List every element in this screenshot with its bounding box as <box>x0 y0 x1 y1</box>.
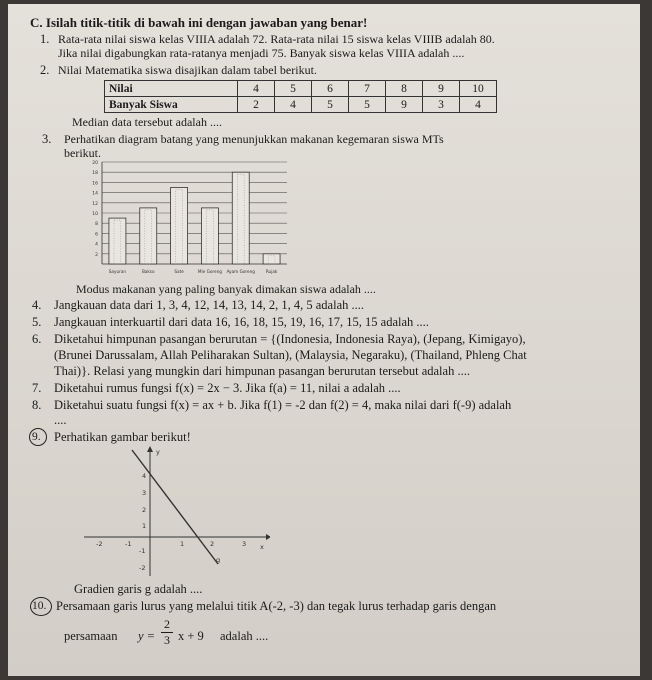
y-tick-label: 4 <box>95 242 98 248</box>
q3-after: Modus makanan yang paling banyak dimakan siswa adalah .... <box>76 282 376 296</box>
x-tick-label: Bakso <box>141 269 155 274</box>
x-tick-label: Rujak <box>265 269 278 274</box>
y-tick-label: 16 <box>92 181 98 187</box>
x-tick-label: Ayam Goreng <box>226 269 255 274</box>
q3-number: 3. <box>42 132 52 146</box>
y-tick-label: 12 <box>92 201 98 207</box>
q1-number: 1. <box>40 32 50 46</box>
line-g-label: g <box>216 556 221 564</box>
q8-line1: Diketahui suatu fungsi f(x) = ax + b. Jika f(1) = -2 dan f(2) = 4, maka nilai dari f(-9) adalah <box>54 398 512 412</box>
q10-tail: adalah .... <box>220 629 269 643</box>
q10-eq-y: y = <box>138 629 156 643</box>
y-tick: -1 <box>139 547 146 555</box>
bar <box>263 254 280 264</box>
table-cell: 8 <box>386 81 423 97</box>
q2-text: Nilai Matematika siswa disajikan dalam tabel berikut. <box>58 63 317 77</box>
q9-text: Perhatikan gambar berikut! <box>54 430 191 444</box>
y-tick-label: 2 <box>95 252 98 258</box>
q9-after: Gradien garis g adalah .... <box>74 582 203 596</box>
q6-line3: Thai)}. Relasi yang mungkin dari himpunan pasangan berurutan tersebut adalah .... <box>54 364 470 378</box>
q1-line2: Jika nilai digabungkan rata-ratanya menjadi 75. Banyak siswa kelas VIIIA adalah .... <box>58 46 465 60</box>
q3-line1: Perhatikan diagram batang yang menunjukkan makanan kegemaran siswa MTs <box>64 132 444 146</box>
q5-text: Jangkauan interkuartil dari data 16, 16, 18, 15, 19, 16, 17, 15, 15 adalah .... <box>54 315 429 329</box>
x-axis-arrow <box>266 534 270 540</box>
y-tick-label: 6 <box>95 232 98 238</box>
table-cell: 3 <box>423 97 460 113</box>
q2-data-table <box>104 80 497 113</box>
food-bar-chart <box>82 158 292 280</box>
line-graph <box>80 446 270 580</box>
q8-number: 8. <box>32 398 42 412</box>
q10-fraction <box>161 617 173 648</box>
table-row-nilai <box>105 81 497 97</box>
x-tick-label: Mie Goreng <box>197 269 222 274</box>
y-tick: 2 <box>142 506 147 514</box>
fraction-numerator: 2 <box>164 617 170 631</box>
q6-line2: (Brunei Darussalam, Allah Peliharakan Sultan), (Malaysia, Negaraku), (Thailand, Phleng Chat <box>54 348 527 362</box>
q9-number: 9. <box>32 431 41 443</box>
q1-line1: Rata-rata nilai siswa kelas VIIIA adalah 72. Rata-rata nilai 15 siswa kelas VIIIB adalah 80. <box>58 32 495 46</box>
y-tick-label: 10 <box>92 212 98 217</box>
bar <box>232 172 249 264</box>
bar <box>109 218 126 264</box>
table-cell: 9 <box>423 81 460 97</box>
x-tick-label: Sayuran <box>108 269 127 274</box>
q10-number: 10. <box>32 600 47 612</box>
y-axis-arrow <box>147 446 153 452</box>
x-tick: 2 <box>210 540 215 548</box>
q7-number: 7. <box>32 381 42 395</box>
bar <box>140 208 157 264</box>
table-cell: 5 <box>312 97 349 113</box>
x-tick: -1 <box>125 540 132 548</box>
q4-number: 4. <box>32 298 42 312</box>
table-cell: 6 <box>312 81 349 97</box>
q8-line2: .... <box>54 413 67 427</box>
q5-number: 5. <box>32 315 42 329</box>
table-cell: 7 <box>349 81 386 97</box>
table-cell: 9 <box>386 97 423 113</box>
y-tick: -2 <box>139 564 146 572</box>
table-cell: 10 <box>460 81 497 97</box>
y-tick-label: 18 <box>92 171 98 177</box>
x-tick: 3 <box>242 540 247 548</box>
q10-eq-rest: x + 9 <box>178 629 204 643</box>
q2-after: Median data tersebut adalah .... <box>72 115 222 129</box>
table-cell: 4 <box>238 81 275 97</box>
q10-line1: Persamaan garis lurus yang melalui titik A(-2, -3) dan tegak lurus terhadap garis dengan <box>56 599 497 613</box>
bar <box>171 188 188 265</box>
table-header-nilai: Nilai <box>105 81 238 97</box>
x-tick-label: Sate <box>174 269 184 274</box>
x-axis-label: x <box>260 543 264 551</box>
table-cell: 5 <box>275 81 312 97</box>
y-tick-label: 14 <box>92 191 98 197</box>
q10-lead: persamaan <box>64 629 118 643</box>
y-axis-label: y <box>156 448 160 456</box>
y-tick-label: 8 <box>95 222 98 228</box>
y-tick: 4 <box>142 472 147 480</box>
table-cell: 5 <box>349 97 386 113</box>
worksheet-page <box>8 4 640 676</box>
q6-line1: Diketahui himpunan pasangan berurutan = {(Indonesia, Indonesia Raya), (Jepang, Kimigayo), <box>54 332 526 346</box>
section-title: C. Isilah titik-titik di bawah ini dengan jawaban yang benar! <box>30 15 368 30</box>
fraction-denominator: 3 <box>161 632 173 648</box>
q2-number: 2. <box>40 63 50 77</box>
table-cell: 4 <box>460 97 497 113</box>
q3-line2: berikut. <box>64 146 101 160</box>
table-cell: 2 <box>238 97 275 113</box>
y-tick-label: 20 <box>92 161 98 166</box>
q6-number: 6. <box>32 332 42 346</box>
table-cell: 4 <box>275 97 312 113</box>
table-header-banyak: Banyak Siswa <box>105 97 238 113</box>
x-tick: 1 <box>180 540 185 548</box>
bar <box>201 208 218 264</box>
q7-text: Diketahui rumus fungsi f(x) = 2x − 3. Jika f(a) = 11, nilai a adalah .... <box>54 381 401 395</box>
table-row-banyak <box>105 97 497 113</box>
y-tick: 1 <box>142 522 147 530</box>
q4-text: Jangkauan data dari 1, 3, 4, 12, 14, 13, 14, 2, 1, 4, 5 adalah .... <box>54 298 365 312</box>
y-tick: 3 <box>142 489 147 497</box>
x-tick: -2 <box>96 540 103 548</box>
